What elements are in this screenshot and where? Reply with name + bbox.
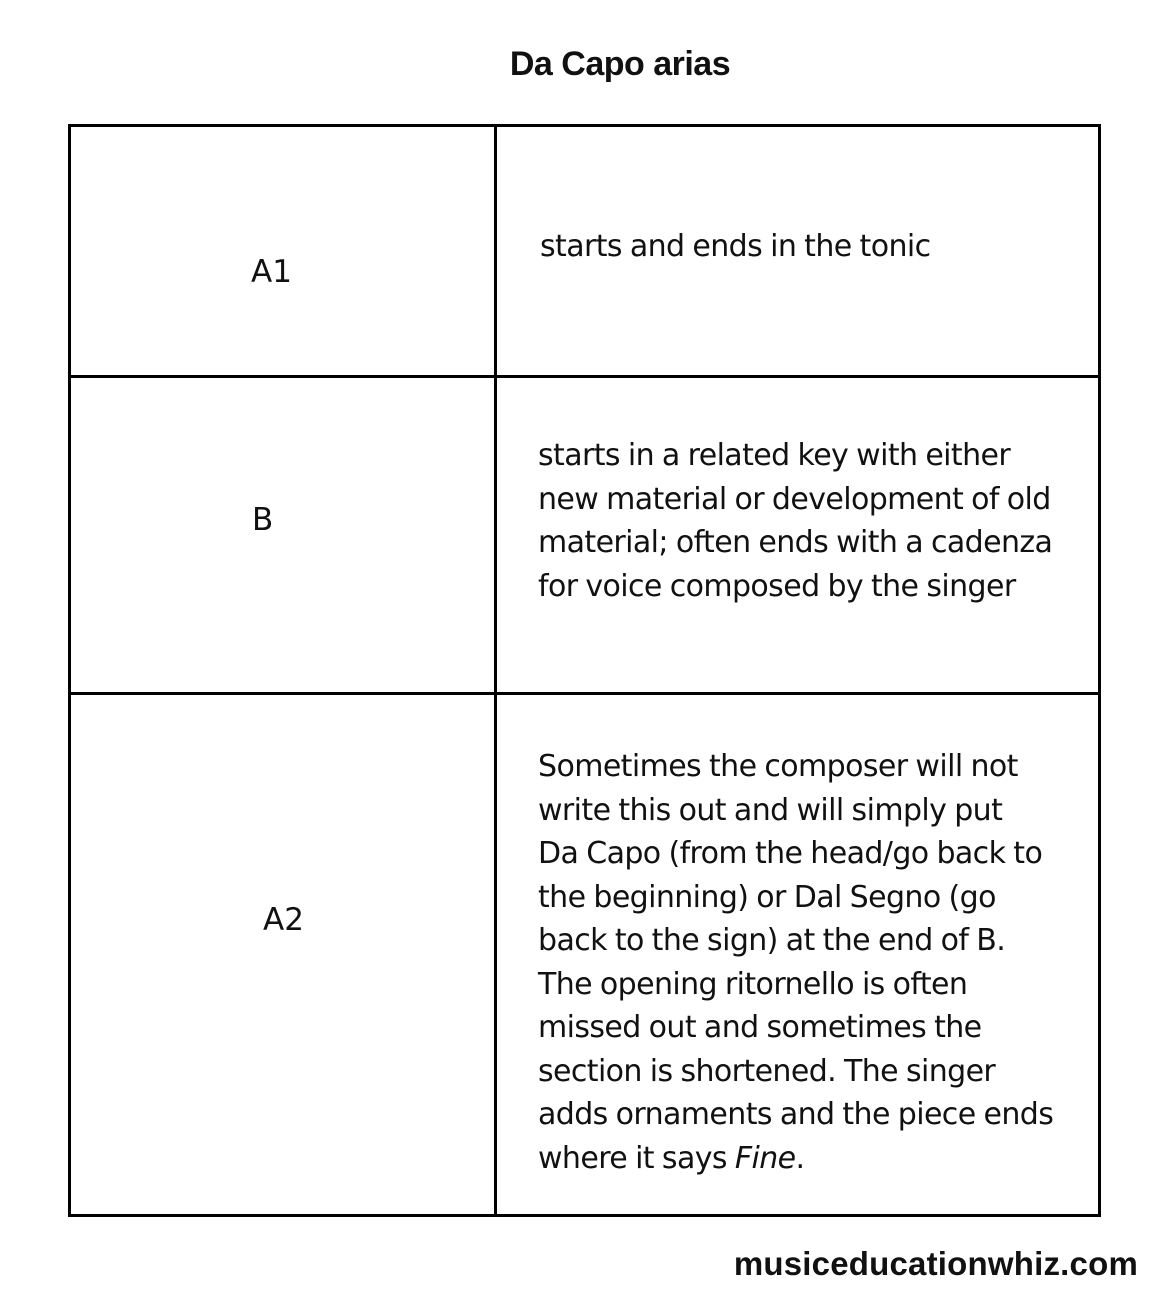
description-italic-text: Fine xyxy=(734,1140,796,1176)
section-description: starts and ends in the tonic xyxy=(540,229,931,264)
table-row xyxy=(71,695,1098,1214)
form-table xyxy=(68,124,1101,1217)
description-end-text: . xyxy=(795,1140,805,1176)
column-divider xyxy=(494,127,497,375)
section-label: A1 xyxy=(251,254,292,290)
site-credit: musiceducationwhiz.com xyxy=(733,1245,1138,1282)
section-label: A2 xyxy=(263,902,304,938)
table-row xyxy=(71,378,1098,695)
column-divider xyxy=(494,695,497,1214)
section-description: starts in a related key with either new material or development of old material; often ends with a cadenza for voice composed by the singer xyxy=(538,438,1053,604)
table-row xyxy=(71,127,1098,378)
section-label: B xyxy=(252,502,274,538)
column-divider xyxy=(494,378,497,692)
page-title: Da Capo arias xyxy=(509,45,731,83)
section-description xyxy=(538,745,1098,1180)
description-text: Sometimes the composer will not write this out and will simply put Da Capo (from the head/go back to the beginning) or Dal Segno (go back to the sign) at the end of B. The opening ritornello is often missed out and sometimes the section is shortened. The singer adds ornaments and the piece ends where it says xyxy=(538,749,1054,1176)
